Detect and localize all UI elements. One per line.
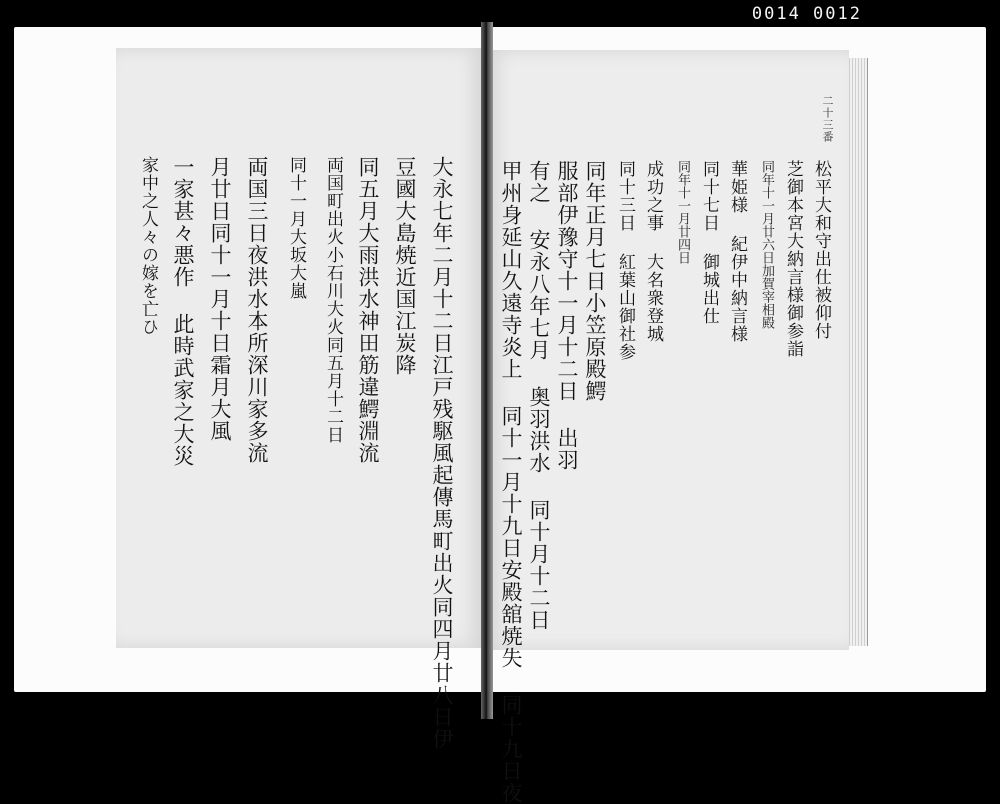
right-column: 同十七日 御城出仕 bbox=[699, 160, 719, 325]
right-column: 同十三日 紅葉山御社参 bbox=[615, 160, 635, 361]
right-column: 同年正月七日小笠原殿鰐 bbox=[583, 160, 607, 402]
left-column: 家中之人々の嫁を亡ひ bbox=[138, 156, 158, 336]
right-column: 成功之事 大名衆登城 bbox=[643, 160, 663, 343]
left-column: 大永七年二月十二日江戸残駆風起傳馬町出火同四月廿八日伊 bbox=[430, 156, 454, 750]
right-column: 甲州身延山久遠寺炎上 同十一月十九日安殿舘焼失 同十九日夜 bbox=[499, 160, 523, 804]
right-column: 有之 安永八年七月 奥羽洪水 同十月十二日 bbox=[527, 160, 551, 631]
left-column: 同五月大雨洪水神田筋違鰐淵流 bbox=[356, 156, 380, 464]
left-page bbox=[116, 48, 484, 750]
right-column: 華姫様 紀伊中納言様 bbox=[727, 160, 747, 343]
right-column: 芝御本宮大納言様御参詣 bbox=[783, 160, 803, 358]
left-column: 両国三日夜洪水本所深川家多流 bbox=[245, 156, 269, 464]
page-header-note: 二十三番 bbox=[821, 95, 834, 143]
left-column: 両国町出火小石川大火同五月十二日 bbox=[323, 156, 343, 444]
film-frame-counter: 0014 0012 bbox=[751, 4, 862, 24]
right-column: 同年十一月廿四日 bbox=[675, 160, 690, 264]
right-column: 同年十一月廿六日加賀宰相殿 bbox=[759, 160, 774, 329]
left-column: 豆國大島焼近国江炭降 bbox=[393, 156, 417, 376]
left-column: 一家甚々悪作 此時武家之大災 bbox=[171, 156, 195, 467]
right-column: 服部伊豫守十一月十二日 出羽 bbox=[555, 160, 579, 471]
left-column: 同十一月大坂大嵐 bbox=[286, 156, 306, 300]
left-column: 月廿日同十一月十日霜月大風 bbox=[208, 156, 232, 442]
right-column: 松平大和守出仕被仰付 bbox=[811, 160, 831, 340]
right-page bbox=[487, 50, 849, 804]
book-spine-gutter bbox=[481, 22, 493, 719]
book-page-edges bbox=[849, 58, 868, 646]
